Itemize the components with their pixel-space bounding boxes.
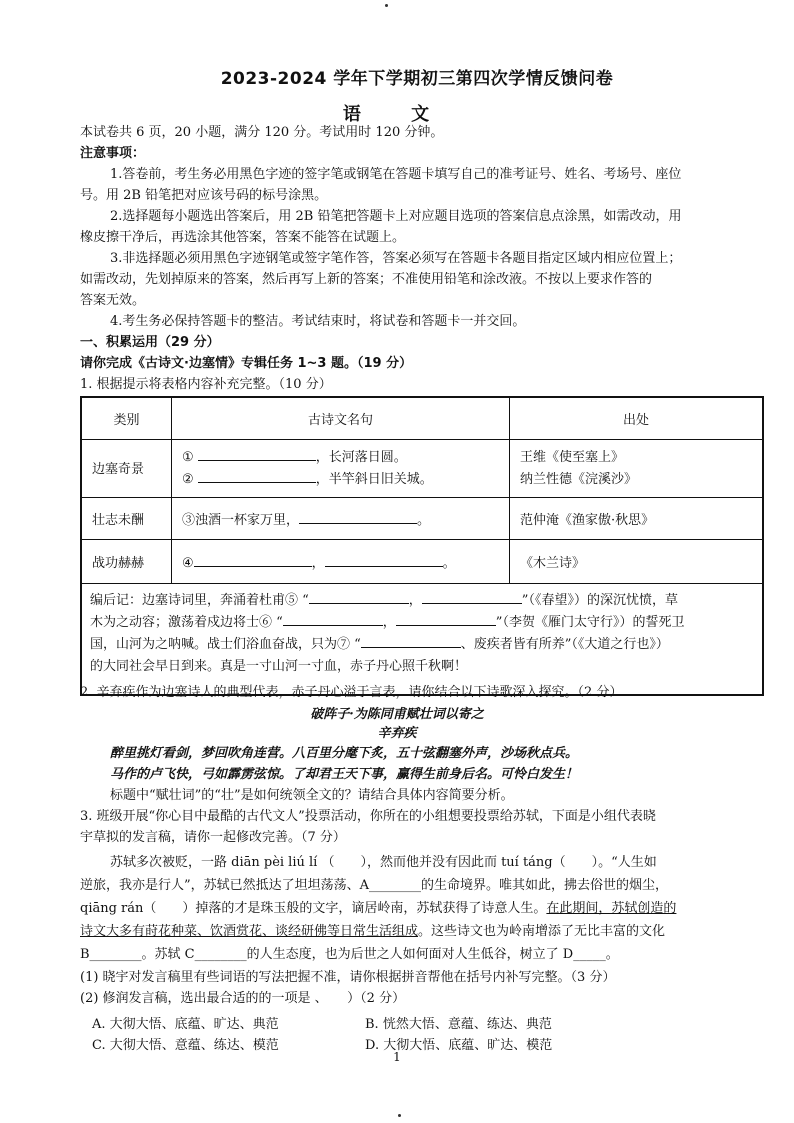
question-1: 1. 根据提示将表格内容补充完整。（10 分） bbox=[80, 377, 332, 392]
poem-line-1: 醉里挑灯看剑，梦回吹角连营。八百里分麾下炙，五十弦翻塞外声，沙场秋点兵。 bbox=[110, 746, 579, 761]
exam-title-text: 2023-2024 学年下学期初三第四次学情反馈问卷 bbox=[220, 69, 614, 89]
speech-text: 。这些诗文也为岭南增添了无比丰富的文化 bbox=[418, 924, 666, 939]
verse-line-2 bbox=[182, 468, 433, 487]
verse-number: ④ bbox=[182, 556, 194, 571]
notice-3b: 如需改动，先划掉原来的答案，然后再写上新的答案；不准使用铅笔和涂改液。不按以上要求作答的 bbox=[80, 272, 653, 287]
answer-blank[interactable] bbox=[361, 634, 461, 648]
notice-1b: 号。用 2B 铅笔把对应该号码的标号涂黑。 bbox=[80, 188, 328, 203]
speech-para-2: 逆旅，我亦是行人”，苏轼已然抵达了坦坦荡荡、A________的生命境界。唯其如此，拂去俗世的烟尘， bbox=[80, 878, 669, 893]
verse-tail: 。 bbox=[442, 556, 456, 571]
verse-number: ① bbox=[182, 450, 194, 465]
question-3a: 3. 班级开展“你心目中最酷的古代文人”投票活动，你所在的小组想要投票给苏轼，下面是小组代表晓 bbox=[80, 809, 656, 824]
verse-number: ② bbox=[182, 472, 194, 487]
option-a[interactable]: A. 大彻大悟、底蕴、旷达、典范 bbox=[92, 1017, 279, 1032]
notes-text: ， bbox=[408, 593, 422, 608]
verse-line bbox=[182, 552, 456, 571]
speech-text: qiāng rán（ ）掉落的才是珠玉般的文字，谪居岭南，苏轼获得了诗意人生。 bbox=[80, 901, 547, 916]
answer-blank[interactable] bbox=[283, 612, 383, 626]
answer-blank[interactable] bbox=[198, 469, 316, 483]
poem-title: 破阵子·为陈同甫赋壮词以寄之 bbox=[310, 707, 484, 722]
notes-text: 、废疾者皆有所养”（《大道之行也》） bbox=[460, 637, 669, 652]
answer-blank[interactable] bbox=[309, 590, 409, 604]
exam-title bbox=[0, 64, 794, 89]
page-number: 1 bbox=[393, 1050, 401, 1064]
notes-line-1 bbox=[90, 590, 754, 612]
editor-notes bbox=[90, 590, 754, 678]
sub-question-2: (2) 修润发言稿，选出最合适的的一项是 、 ）（2 分） bbox=[80, 991, 406, 1006]
answer-blank[interactable] bbox=[325, 553, 443, 567]
notice-3a: 3.非选择题必须用黑色字迹钢笔或签字笔作答，答案必须写在答题卡各题目指定区域内相应位置上； bbox=[110, 251, 682, 266]
table-row bbox=[82, 540, 762, 584]
verse-line bbox=[182, 509, 430, 528]
underlined-sentence: 诗文大多有莳花种菜、饮酒赏花、谈经研佛等日常生活组成 bbox=[80, 924, 419, 939]
table-header-row bbox=[82, 398, 762, 440]
underlined-sentence: 在此期间，苏轼创造的 bbox=[546, 901, 677, 916]
source-cell: 王维《使至塞上》 bbox=[520, 450, 625, 465]
notice-1a: 1.答卷前，考生务必用黑色字迹的签字笔或钢笔在答题卡填写自己的准考证号、姓名、考场号、座位 bbox=[110, 167, 682, 182]
speech-para-3 bbox=[80, 898, 760, 919]
notes-line-3 bbox=[90, 634, 754, 656]
exam-summary: 本试卷共 6 页，20 小题，满分 120 分。考试用时 120 分钟。 bbox=[80, 125, 444, 140]
answer-blank[interactable] bbox=[299, 510, 417, 524]
table-row bbox=[82, 440, 762, 498]
notes-text: 木为之动容；激荡着戍边将士⑥ “ bbox=[90, 615, 283, 630]
speech-para-5: B________。苏轼 C________的人生态度，也为后世之人如何面对人生低谷，树立了 D_____。 bbox=[80, 947, 619, 962]
notes-line-2 bbox=[90, 612, 754, 634]
notice-heading: 注意事项： bbox=[80, 146, 146, 161]
verse-tail: ，半竿斜日旧关城。 bbox=[315, 472, 433, 487]
notes-text: 国，山河为之呐喊。战士们浴血奋战，只为⑦ “ bbox=[90, 637, 361, 652]
verse-separator: ， bbox=[311, 556, 325, 571]
header-source: 出处 bbox=[622, 413, 649, 428]
speech-para-1: 苏轼多次被贬，一路 diān pèi liú lí （ ），然而他并没有因此而 tuí táng（ ）。“人生如 bbox=[110, 855, 657, 870]
source-cell: 《木兰诗》 bbox=[520, 556, 586, 571]
fill-in-table bbox=[80, 396, 764, 696]
category-cell: 边塞奇景 bbox=[92, 462, 145, 477]
question-3b: 宇草拟的发言稿，请你一起修改完善。（7 分） bbox=[80, 830, 346, 845]
subject-title: 语 文 bbox=[342, 104, 452, 125]
verse-tail: ，长河落日圆。 bbox=[315, 450, 407, 465]
answer-blank[interactable] bbox=[194, 553, 312, 567]
verse-head: ③浊酒一杯家万里， bbox=[182, 513, 300, 528]
answer-blank[interactable] bbox=[198, 447, 316, 461]
header-category: 类别 bbox=[113, 413, 140, 428]
source-cell: 范仲淹《渔家傲·秋思》 bbox=[520, 513, 655, 528]
question-2: 2. 辛弃疾作为边塞诗人的典型代表，赤子丹心溢于言表，请你结合以下诗歌深入探究。（2 分） bbox=[80, 685, 623, 700]
notice-2b: 橡皮擦干净后，再选涂其他答案，答案不能答在试题上。 bbox=[80, 230, 406, 245]
category-cell: 战功赫赫 bbox=[92, 556, 145, 571]
option-b[interactable]: B. 恍然大悟、意蕴、练达、典范 bbox=[365, 1017, 552, 1032]
scan-dot bbox=[385, 4, 388, 7]
notice-2a: 2.选择题每小题选出答案后，用 2B 铅笔把答题卡上对应题目选项的答案信息点涂黑，如需改动，用 bbox=[110, 209, 682, 224]
section-1-heading: 一、积累运用（29 分） bbox=[80, 335, 220, 350]
scan-dot bbox=[398, 1114, 401, 1117]
option-d[interactable]: D. 大彻大悟、底蕴、旷达、模范 bbox=[365, 1038, 553, 1053]
category-cell: 壮志未酬 bbox=[92, 513, 145, 528]
speech-para-4 bbox=[80, 921, 760, 942]
notes-text: ”（李贺《雁门太守行》）的誓死卫 bbox=[495, 615, 685, 630]
source-cell: 纳兰性德《浣溪沙》 bbox=[520, 472, 638, 487]
answer-blank[interactable] bbox=[422, 590, 522, 604]
notes-text: ， bbox=[382, 615, 396, 630]
notice-4: 4.考生务必保持答题卡的整洁。考试结束时，将试卷和答题卡一并交回。 bbox=[110, 314, 526, 329]
notes-text: ”（《春望》）的深沉忧愤，草 bbox=[521, 593, 678, 608]
answer-blank[interactable] bbox=[396, 612, 496, 626]
poem-author: 辛弃疾 bbox=[377, 726, 417, 741]
poem-line-2: 马作的卢飞快，弓如霹雳弦惊。了却君王天下事，赢得生前身后名。可怜白发生！ bbox=[110, 767, 579, 782]
notes-text: 编后记：边塞诗词里，奔涌着杜甫⑤ “ bbox=[90, 593, 309, 608]
notes-line-4: 的大同社会早日到来。真是一寸山河一寸血，赤子丹心照千秋啊！ bbox=[90, 659, 468, 674]
table-row bbox=[82, 498, 762, 540]
verse-tail: 。 bbox=[417, 513, 431, 528]
verse-line-1 bbox=[182, 446, 407, 465]
sub-question-1: (1) 晓宇对发言稿里有些词语的写法把握不准，请你根据拼音帮他在括号内补写完整。（3 分） bbox=[80, 970, 616, 985]
option-c[interactable]: C. 大彻大悟、意蕴、练达、模范 bbox=[92, 1038, 279, 1053]
question-2-ask: 标题中“赋壮词”的“壮”是如何统领全文的？请结合具体内容简要分析。 bbox=[110, 788, 514, 803]
header-verse: 古诗文名句 bbox=[307, 413, 373, 428]
task-heading: 请你完成《古诗文·边塞情》专辑任务 1~3 题。（19 分） bbox=[80, 356, 413, 371]
notice-3c: 答案无效。 bbox=[80, 293, 146, 308]
